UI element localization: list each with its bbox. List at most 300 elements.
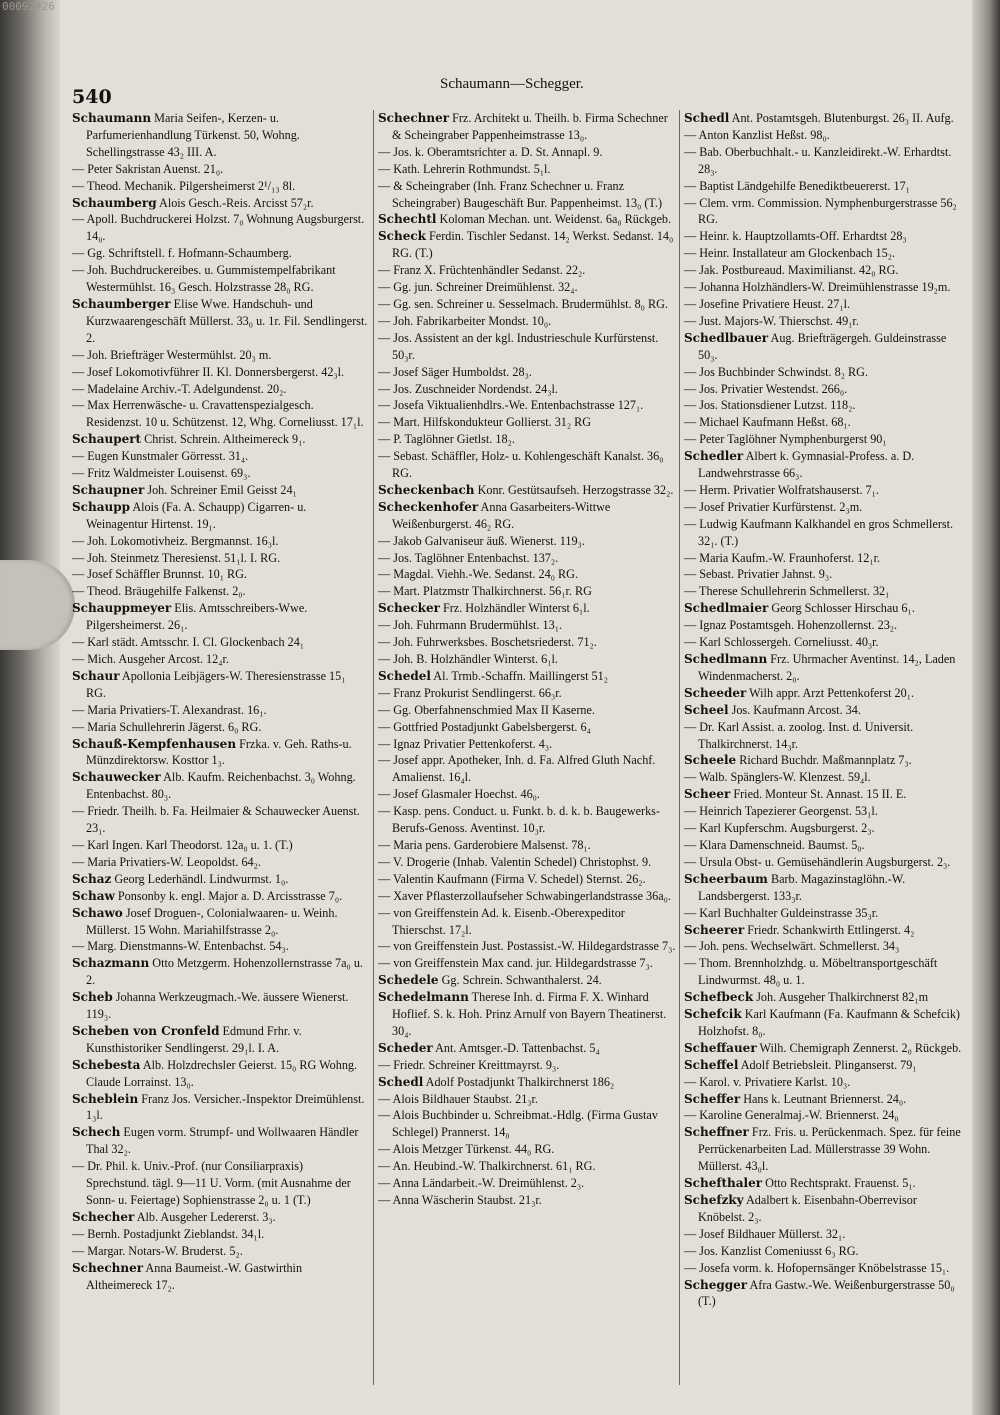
entry-text: — Joh. Lokomotivheiz. Bergmannst. 16₃l. bbox=[72, 533, 279, 548]
directory-entry bbox=[72, 1023, 368, 1057]
directory-entry bbox=[378, 1057, 676, 1074]
entry-text: — Apoll. Buchdruckerei Holzst. 7₀ Wohnung Augsburgerst. 14₀. bbox=[72, 212, 365, 244]
entry-text: Christ. Schrein. Altheimereck 9₁. bbox=[144, 432, 306, 447]
directory-entry bbox=[684, 1277, 964, 1311]
directory-entry bbox=[378, 533, 676, 550]
page-edge-shadow bbox=[972, 0, 1000, 1415]
entry-text: — Heinrich Tapezierer Georgenst. 53₁l. bbox=[684, 804, 878, 819]
directory-entry bbox=[72, 938, 368, 955]
entry-surname: Schedele bbox=[378, 973, 439, 988]
entry-text: Alb. Holzdrechsler Geierst. 15₀ RG Wohng. Claude Lorrainst. 13₀. bbox=[86, 1057, 358, 1089]
entry-text: — Theod. Bräugehilfe Falkenst. 2₀. bbox=[72, 584, 246, 599]
directory-entry bbox=[72, 364, 368, 381]
entry-text: — Karl Ingen. Karl Theodorst. 12a₀ u. 1. (T.) bbox=[72, 837, 293, 852]
directory-entry bbox=[684, 803, 964, 820]
entry-text: — Alois Buchbinder u. Schreibmat.-Hdlg. (Firma Gustav Schlegel) Prannerst. 14₀ bbox=[378, 1108, 658, 1140]
entry-text: — Anna Wäscherin Staubst. 21₃r. bbox=[378, 1193, 542, 1207]
directory-entry bbox=[684, 1091, 964, 1108]
directory-entry bbox=[378, 313, 676, 330]
entry-text: — Kath. Lehrerin Rothmundst. 5₁l. bbox=[378, 161, 551, 176]
directory-entry bbox=[72, 854, 368, 871]
entry-text: — Joh. Buchdruckereibes. u. Gummistempelfabrikant Westermühlst. 16₃ Gesch. Holzstrasse 28₀ RG. bbox=[72, 263, 336, 295]
entry-surname: Schedlmaier bbox=[684, 601, 769, 616]
entry-text: — Valentin Kaufmann (Firma V. Schedel) Sternst. 26₂. bbox=[378, 871, 646, 886]
entry-text: Otto Rechtsprakt. Frauenst. 5₁. bbox=[765, 1176, 916, 1191]
entry-text: — Joh. pens. Wechselwärt. Schmellerst. 34₃ bbox=[684, 939, 900, 954]
entry-surname: Schedl bbox=[378, 1074, 424, 1089]
entry-surname: Schefzky bbox=[684, 1193, 744, 1207]
entry-surname: Schaupp bbox=[72, 499, 130, 514]
entry-text: Georg Schlosser Hirschau 6₁. bbox=[771, 601, 915, 616]
entry-text: — Margar. Notars-W. Bruderst. 5₂. bbox=[72, 1243, 243, 1258]
entry-text: — Johanna Holzhändlers-W. Dreimühlenstrasse 19₂m. bbox=[684, 280, 951, 295]
directory-entry bbox=[72, 803, 368, 837]
directory-entry bbox=[378, 617, 676, 634]
entry-text: Aug. Briefträgergeh. Guldeinstrasse 50₃. bbox=[698, 330, 947, 362]
entry-text: Otto Metzgerm. Hohenzollernstrasse 7a₀ u. 2. bbox=[86, 956, 363, 988]
entry-surname: Schedl bbox=[684, 111, 730, 125]
directory-entry bbox=[378, 786, 676, 803]
directory-entry bbox=[684, 195, 964, 229]
entry-text: — Eugen Kunstmaler Görresst. 31₄. bbox=[72, 449, 249, 464]
entry-text: — Mich. Ausgeher Arcost. 12₄r. bbox=[72, 652, 229, 666]
entry-surname: Scheffner bbox=[684, 1125, 749, 1140]
directory-entry bbox=[72, 955, 368, 989]
entry-surname: Schecher bbox=[72, 1209, 135, 1224]
entry-text: — Alois Metzger Türkenst. 44₀ RG. bbox=[378, 1142, 555, 1157]
entry-text: — Jos. Zuschneider Nordendst. 24₃l. bbox=[378, 381, 558, 396]
entry-text: — Theod. Mechanik. Pilgersheimerst 2¹/₁₃ 8l. bbox=[72, 178, 296, 193]
directory-entry bbox=[684, 482, 964, 499]
entry-text: Franz Jos. Versicher.-Inspektor Dreimühlenst. 1₃l. bbox=[86, 1091, 365, 1123]
entry-text: Frz. Uhrmacher Aventinst. 14₂, Laden Windenmacherst. 2₀. bbox=[698, 652, 956, 683]
directory-column-1 bbox=[72, 110, 368, 1410]
directory-entry bbox=[684, 685, 964, 702]
entry-surname: Schech bbox=[72, 1125, 121, 1140]
directory-entry bbox=[378, 1040, 676, 1057]
entry-text: — Jos. Kanzlist Comeniusst 6₃ RG. bbox=[684, 1243, 859, 1258]
running-head: Schaumann—Schegger. bbox=[440, 76, 584, 92]
directory-entry bbox=[378, 414, 676, 431]
entry-text: — Karl städt. Amtsschr. I. Cl. Glockenbach 24₁ bbox=[72, 635, 305, 650]
directory-entry bbox=[378, 1091, 676, 1108]
entry-text: — Jos. k. Oberamtsrichter a. D. St. Annapl. 9. bbox=[378, 144, 603, 159]
entry-text: — Josef Schäffler Brunnst. 10₁ RG. bbox=[72, 567, 247, 582]
entry-text: — Ignaz Postamtsgeh. Hohenzollernst. 23₂. bbox=[684, 618, 898, 633]
entry-text: — Franz Prokurist Sendlingerst. 66₃r. bbox=[378, 685, 562, 700]
directory-entry bbox=[378, 144, 676, 161]
directory-entry bbox=[378, 972, 676, 989]
entry-text: Frz. Fris. u. Perückenmach. Spez. für feine Perrückenarbeiten Lad. Müllerstrasse 39 Wohn. Müllerst. 43₀l. bbox=[698, 1125, 961, 1174]
directory-entry bbox=[684, 516, 964, 550]
entry-text: — Heinr. k. Hauptzollamts-Off. Erhardtst 28₃ bbox=[684, 229, 907, 244]
directory-entry bbox=[684, 397, 964, 414]
entry-text: — Maria Kaufm.-W. Fraunhoferst. 12₁r. bbox=[684, 550, 881, 565]
directory-entry bbox=[684, 110, 964, 127]
entry-surname: Schaupner bbox=[72, 482, 145, 497]
entry-surname: Schechner bbox=[72, 1260, 144, 1275]
entry-text: Alb. Kaufm. Reichenbachst. 3₀ Wohng. Entenbachst. 80₃. bbox=[86, 770, 356, 802]
entry-text: — Michael Kaufmann Heßst. 68₁. bbox=[684, 415, 851, 430]
directory-entry bbox=[72, 262, 368, 296]
entry-surname: Scheffel bbox=[684, 1057, 739, 1072]
entry-text: Al. Trmb.-Schaffn. Maillingerst 51₂ bbox=[433, 668, 608, 683]
directory-entry bbox=[378, 279, 676, 296]
entry-surname: Scheblein bbox=[72, 1091, 139, 1106]
directory-entry bbox=[378, 482, 676, 499]
directory-entry bbox=[378, 668, 676, 685]
entry-text: — Joh. Fuhrmann Brudermühlst. 13₁. bbox=[378, 618, 563, 633]
entry-text: — Gg. Schriftstell. f. Hofmann-Schaumberg. bbox=[72, 246, 292, 261]
entry-text: — Ignaz Privatier Pettenkoferst. 4₃. bbox=[378, 736, 553, 751]
entry-text: — Jos. Stationsdiener Lutzst. 118₂. bbox=[684, 398, 856, 413]
entry-text: — Sebast. Schäffler, Holz- u. Kohlengeschäft Kanalst. 36₀ RG. bbox=[378, 449, 664, 481]
directory-entry bbox=[378, 330, 676, 364]
directory-entry bbox=[72, 1057, 368, 1091]
directory-entry bbox=[684, 566, 964, 583]
directory-entry bbox=[684, 499, 964, 516]
directory-column-3 bbox=[684, 110, 964, 1410]
entry-text: Fried. Monteur St. Annast. 15 II. E. bbox=[733, 787, 907, 802]
directory-entry bbox=[72, 837, 368, 854]
directory-entry bbox=[72, 888, 368, 905]
directory-entry bbox=[378, 583, 676, 600]
directory-entry bbox=[378, 364, 676, 381]
entry-text: — Gg. Oberfahnenschmied Max II Kaserne. bbox=[378, 702, 595, 717]
entry-text: — Kasp. pens. Conduct. u. Funkt. b. d. k. b. Baugewerks-Berufs-Genoss. Aventinst. 10₃r. bbox=[378, 804, 660, 836]
entry-text: — Josefa vorm. k. Hofopernsänger Knöbelstrasse 15₁. bbox=[684, 1260, 950, 1275]
directory-entry bbox=[378, 431, 676, 448]
directory-entry bbox=[684, 448, 964, 482]
entry-text: Karl Kaufmann (Fa. Kaufmann & Schefcik) Holzhofst. 8₀. bbox=[698, 1007, 960, 1038]
directory-entry bbox=[72, 769, 368, 803]
entry-text: — Ludwig Kaufmann Kalkhandel en gros Schmellerst. 32₁. (T.) bbox=[684, 516, 954, 548]
entry-surname: Schaw bbox=[72, 888, 115, 903]
entry-text: — Xaver Pflasterzollaufseher Schwabingerlandstrasse 36a₀. bbox=[378, 888, 671, 903]
directory-entry bbox=[378, 296, 676, 313]
directory-entry bbox=[72, 178, 368, 195]
directory-entry bbox=[378, 499, 676, 533]
directory-entry bbox=[684, 1040, 964, 1057]
directory-entry bbox=[378, 397, 676, 414]
directory-entry bbox=[72, 397, 368, 431]
book-binding-shadow bbox=[0, 0, 60, 1415]
entry-text: Adalbert k. Eisenbahn-Oberrevisor Knöbelst. 2₃. bbox=[698, 1193, 917, 1224]
entry-surname: Scheeder bbox=[684, 685, 747, 700]
directory-entry bbox=[684, 228, 964, 245]
directory-entry bbox=[72, 1243, 368, 1260]
entry-text: Anna Baumeist.-W. Gastwirthin Altheimereck 17₂. bbox=[86, 1260, 303, 1292]
entry-text: — Joh. B. Holzhändler Winterst. 6₁l. bbox=[378, 652, 558, 666]
entry-text: — Joh. Fabrikarbeiter Mondst. 10₀. bbox=[378, 313, 552, 328]
entry-surname: Scheele bbox=[684, 753, 737, 768]
entry-text: — Bernh. Postadjunkt Zieblandst. 34₁l. bbox=[72, 1226, 265, 1241]
directory-entry bbox=[684, 1226, 964, 1243]
directory-entry bbox=[378, 1141, 676, 1158]
entry-surname: Schaumberg bbox=[72, 195, 157, 210]
entry-text: — Jos. Assistent an der kgl. Industrieschule Kurfürstenst. 50₃r. bbox=[378, 330, 659, 362]
directory-entry bbox=[684, 1057, 964, 1074]
directory-entry bbox=[378, 110, 676, 144]
entry-surname: Scheckenhofer bbox=[378, 499, 479, 514]
entry-text: — Baptist Ländgehilfe Benediktbeuererst. 17₁ bbox=[684, 178, 910, 193]
entry-text: Edmund Frhr. v. Kunsthistoriker Sendlingerst. 29₁l. I. A. bbox=[86, 1023, 302, 1055]
entry-text: — Karol. v. Privatiere Karlst. 10₃. bbox=[684, 1074, 851, 1089]
directory-entry bbox=[72, 465, 368, 482]
entry-text: — Anna Ländarbeit.-W. Dreimühlenst. 2₃. bbox=[378, 1176, 585, 1191]
entry-surname: Scheer bbox=[684, 787, 731, 802]
entry-surname: Scheffer bbox=[684, 1091, 741, 1106]
directory-entry bbox=[684, 313, 964, 330]
entry-text: Ant. Postamtsgeh. Blutenburgst. 26₃ II. Aufg. bbox=[731, 111, 954, 125]
directory-entry bbox=[684, 127, 964, 144]
directory-entry bbox=[684, 922, 964, 939]
entry-text: Ponsonby k. engl. Major a. D. Arcisstrasse 7₀. bbox=[117, 888, 343, 903]
entry-text: — An. Heubind.-W. Thalkirchnerst. 61₁ RG. bbox=[378, 1159, 596, 1174]
entry-text: — Joh. Steinmetz Theresienst. 51₁l. I. RG. bbox=[72, 550, 281, 565]
directory-entry bbox=[378, 871, 676, 888]
directory-entry bbox=[378, 651, 676, 668]
column-divider bbox=[373, 110, 374, 1385]
entry-surname: Scheckenbach bbox=[378, 482, 475, 497]
entry-text: — Josefine Privatiere Heust. 27₁l. bbox=[684, 296, 851, 311]
directory-entry bbox=[684, 414, 964, 431]
entry-text: — Dr. Phil. k. Univ.-Prof. (nur Consiliarpraxis) Sprechstund. tägl. 9—11 U. Vorm. (mit Ausnahme der Sonn- u. Feiertage) Sophienstrasse 2₀ u. 1 (T.) bbox=[72, 1159, 351, 1207]
directory-entry bbox=[72, 550, 368, 567]
entry-text: — P. Taglöhner Gietlst. 18₂. bbox=[378, 432, 515, 447]
entry-text: Georg Lederhändl. Lindwurmst. 1₀. bbox=[114, 871, 289, 886]
directory-entry bbox=[72, 668, 368, 702]
directory-column-2 bbox=[378, 110, 676, 1410]
directory-entry bbox=[378, 211, 676, 228]
entry-text: — Jak. Postbureaud. Maximilianst. 42₀ RG. bbox=[684, 263, 899, 278]
entry-text: Gg. Schrein. Schwanthalerst. 24. bbox=[441, 973, 602, 988]
directory-entry bbox=[72, 381, 368, 398]
entry-text: Richard Buchdr. Maßmannplatz 7₃. bbox=[739, 753, 912, 768]
directory-entry bbox=[378, 550, 676, 567]
directory-entry bbox=[378, 566, 676, 583]
entry-text: Therese Inh. d. Firma F. X. Winhard Hoflief. S. k. Hoh. Prinz Arnulf von Bayern Theatinerst. 30₄. bbox=[392, 990, 667, 1038]
entry-text: — Sebast. Privatier Jahnst. 9₃. bbox=[684, 567, 833, 582]
directory-entry bbox=[684, 786, 964, 803]
entry-text: — Josef Bildhauer Müllerst. 32₁. bbox=[684, 1226, 846, 1241]
entry-text: — von Greiffenstein Just. Postassist.-W. Hildegardstrasse 7₃. bbox=[378, 939, 676, 954]
entry-text: — Josef Säger Humboldst. 28₃. bbox=[378, 364, 532, 379]
entry-surname: Schauppmeyer bbox=[72, 601, 172, 616]
entry-text: — Herm. Privatier Wolfratshauserst. 7₁. bbox=[684, 482, 879, 497]
directory-entry bbox=[684, 262, 964, 279]
directory-entry bbox=[72, 431, 368, 448]
entry-text: Alois Gesch.-Reis. Arcisst 57₂r. bbox=[159, 195, 314, 210]
entry-surname: Schechtl bbox=[378, 212, 437, 227]
directory-entry bbox=[684, 381, 964, 398]
directory-entry bbox=[72, 600, 368, 634]
directory-entry bbox=[72, 989, 368, 1023]
entry-surname: Scheerer bbox=[684, 922, 745, 937]
entry-text: Joh. Ausgeher Thalkirchnerst 82₁m bbox=[756, 990, 929, 1005]
directory-entry bbox=[684, 1074, 964, 1091]
entry-text: — Joh. Briefträger Westermühlst. 20₃ m. bbox=[72, 347, 272, 362]
entry-text: — Peter Sakristan Auenst. 21₀. bbox=[72, 161, 224, 176]
directory-entry bbox=[72, 719, 368, 736]
entry-text: Anna Gasarbeiters-Wittwe Weißenburgerst. 46₂ RG. bbox=[392, 499, 611, 531]
entry-text: — Josef appr. Apotheker, Inh. d. Fa. Alfred Gluth Nachf. Amalienst. 16₄l. bbox=[378, 753, 656, 785]
entry-text: — Gottfried Postadjunkt Gabelsbergerst. 6₄ bbox=[378, 719, 591, 734]
entry-text: — Fritz Waldmeister Louisenst. 69₃. bbox=[72, 466, 251, 481]
directory-entry bbox=[378, 837, 676, 854]
directory-entry bbox=[684, 279, 964, 296]
entry-text: — Marg. Dienstmanns-W. Entenbachst. 54₃. bbox=[72, 939, 289, 954]
directory-entry bbox=[684, 702, 964, 719]
entry-text: — Peter Taglöhner Nymphenburgerst 90₁ bbox=[684, 432, 887, 447]
entry-surname: Schaumberger bbox=[72, 296, 171, 311]
entry-surname: Schefbeck bbox=[684, 990, 754, 1005]
entry-text: — Friedr. Theilh. b. Fa. Heilmaier & Schauwecker Auenst. 23₁. bbox=[72, 804, 360, 836]
entry-text: Maria Seifen-, Kerzen- u. Parfumerienhandlung Türkenst. 50, Wohng. Schellingstrasse 43₂ III. A. bbox=[86, 111, 300, 159]
entry-text: Alois (Fa. A. Schaupp) Cigarren- u. Weinagentur Hirtenst. 19₁. bbox=[86, 499, 307, 531]
directory-entry bbox=[378, 685, 676, 702]
directory-entry bbox=[378, 381, 676, 398]
directory-entry bbox=[72, 245, 368, 262]
entry-text: — Jos. Taglöhner Entenbachst. 137₂. bbox=[378, 550, 559, 565]
directory-entry bbox=[72, 533, 368, 550]
entry-text: — Thom. Brennholzhdg. u. Möbeltransportgeschäft Lindwurmst. 48₀ u. 1. bbox=[684, 956, 938, 988]
entry-text: — Josef Lokomotivführer II. Kl. Donnersbergerst. 42₃l. bbox=[72, 364, 345, 379]
entry-text: Hans k. Leutnant Briennerst. 24₀. bbox=[743, 1091, 907, 1106]
directory-entry bbox=[684, 1192, 964, 1226]
directory-entry bbox=[72, 347, 368, 364]
entry-text: — Anton Kanzlist Heßst. 98₀. bbox=[684, 127, 830, 142]
directory-entry bbox=[378, 1175, 676, 1192]
entry-surname: Schaupert bbox=[72, 432, 142, 447]
entry-text: Koloman Mechan. unt. Weidenst. 6a₀ Rückgeb. bbox=[439, 212, 672, 227]
directory-entry bbox=[72, 566, 368, 583]
directory-entry bbox=[72, 1124, 368, 1158]
directory-entry bbox=[684, 364, 964, 381]
directory-entry bbox=[378, 989, 676, 1040]
directory-entry bbox=[684, 583, 964, 600]
directory-entry bbox=[378, 752, 676, 786]
entry-text: — Josef Glasmaler Hoechst. 46₀. bbox=[378, 787, 540, 802]
entry-text: Afra Gastw.-We. Weißenburgerstrasse 50₀ (T.) bbox=[698, 1277, 955, 1309]
entry-surname: Scheck bbox=[378, 229, 426, 244]
directory-entry bbox=[684, 431, 964, 448]
directory-entry bbox=[684, 1175, 964, 1192]
column-divider bbox=[679, 110, 680, 1385]
entry-text: Jos. Kaufmann Arcost. 34. bbox=[731, 702, 861, 717]
directory-entry bbox=[72, 499, 368, 533]
page-number: 540 bbox=[72, 86, 112, 108]
directory-entry bbox=[72, 871, 368, 888]
entry-text: — Karl Buchhalter Guldeinstrasse 35₃r. bbox=[684, 905, 879, 920]
entry-text: — Dr. Karl Assist. a. zoolog. Inst. d. Universit. Thalkirchnerst. 14₃r. bbox=[684, 719, 914, 751]
entry-surname: Schawo bbox=[72, 905, 123, 920]
entry-surname: Schebesta bbox=[72, 1057, 141, 1072]
directory-entry bbox=[684, 837, 964, 854]
directory-entry bbox=[378, 719, 676, 736]
entry-surname: Schefcik bbox=[684, 1007, 742, 1022]
directory-entry bbox=[378, 262, 676, 279]
directory-entry bbox=[378, 634, 676, 651]
directory-entry bbox=[72, 448, 368, 465]
directory-entry bbox=[72, 736, 368, 770]
entry-text: Eugen vorm. Strumpf- und Wollwaaren Händler Thal 32₂. bbox=[86, 1125, 359, 1157]
entry-text: — Bab. Oberbuchhalt.- u. Kanzleidirekt.-W. Erhardtst. 28₃. bbox=[684, 144, 952, 176]
directory-entry bbox=[378, 161, 676, 178]
entry-text: — Alois Bildhauer Staubst. 21₃r. bbox=[378, 1091, 538, 1106]
entry-text: — Mart. Hilfskondukteur Gollierst. 31₂ RG bbox=[378, 415, 592, 430]
directory-entry bbox=[72, 482, 368, 499]
entry-surname: Schedler bbox=[684, 449, 744, 464]
entry-text: — Mart. Platzmstr Thalkirchnerst. 56₁r. RG bbox=[378, 584, 592, 599]
entry-text: Josef Droguen-, Colonialwaaren- u. Weinh. Müllerst. 15 Wohn. Mariahilfstrasse 2₀. bbox=[86, 905, 338, 937]
directory-entry bbox=[684, 634, 964, 651]
directory-entry bbox=[684, 1006, 964, 1040]
entry-surname: Scheb bbox=[72, 990, 113, 1005]
entry-surname: Schaumann bbox=[72, 111, 152, 125]
entry-text: — Magdal. Viehh.-We. Sedanst. 24₀ RG. bbox=[378, 567, 578, 582]
entry-surname: Schefthaler bbox=[684, 1176, 763, 1191]
entry-text: Frzka. v. Geh. Raths-u. Münzdirektorsw. Kosttor 1₃. bbox=[86, 736, 352, 768]
entry-text: — Ursula Obst- u. Gemüsehändlerin Augsburgerst. 2₃. bbox=[684, 854, 951, 869]
directory-entry bbox=[684, 600, 964, 617]
entry-text: Wilh. Chemigraph Zennerst. 2₀ Rückgeb. bbox=[759, 1040, 962, 1055]
entry-text: — Jakob Galvaniseur äuß. Wienerst. 119₃. bbox=[378, 533, 585, 548]
entry-text: — Joh. Fuhrwerksbes. Boschetsriederst. 71₂. bbox=[378, 635, 597, 650]
directory-entry bbox=[684, 905, 964, 922]
entry-text: — Franz X. Früchtenhändler Sedanst. 22₂. bbox=[378, 263, 586, 278]
entry-text: — Josefa Viktualienhdlrs.-We. Entenbachstrasse 127₁. bbox=[378, 398, 644, 413]
entry-text: — Gg. sen. Schreiner u. Sesselmach. Brudermühlst. 8₀ RG. bbox=[378, 296, 668, 311]
entry-text: — Karl Schlossergeh. Corneliusst. 40₃r. bbox=[684, 635, 879, 650]
entry-text: — Jos. Privatier Westendst. 266₀. bbox=[684, 381, 848, 396]
entry-text: — Maria pens. Garderobiere Malsenst. 78₁. bbox=[378, 837, 591, 852]
entry-text: Ant. Amtsger.-D. Tattenbachst. 5₄ bbox=[435, 1040, 600, 1055]
entry-text: Konr. Gestütsaufseh. Herzogstrasse 32₂. bbox=[477, 482, 674, 497]
entry-text: — Maria Privatiers-W. Leopoldst. 64₂. bbox=[72, 854, 261, 869]
entry-text: — Just. Majors-W. Thierschst. 49₁r. bbox=[684, 313, 859, 328]
entry-text: — Heinr. Installateur am Glockenbach 15₂. bbox=[684, 246, 896, 261]
directory-entry bbox=[378, 938, 676, 955]
directory-entry bbox=[378, 736, 676, 753]
directory-entry bbox=[684, 651, 964, 685]
entry-surname: Scheerbaum bbox=[684, 871, 768, 886]
entry-text: Elis. Amtsschreibers-Wwe. Pilgersheimerst. 26₁. bbox=[86, 601, 308, 633]
directory-entry bbox=[378, 448, 676, 482]
entry-text: Wilh appr. Arzt Pettenkoferst 20₁. bbox=[749, 685, 915, 700]
entry-text: Adolf Betriebsleit. Plinganserst. 79₁ bbox=[740, 1057, 917, 1072]
entry-text: — Josef Privatier Kurfürstenst. 2₃m. bbox=[684, 499, 863, 514]
entry-text: Adolf Postadjunkt Thalkirchnerst 186₂ bbox=[425, 1074, 615, 1089]
entry-text: — Karl Kupferschm. Augsburgerst. 2₃. bbox=[684, 821, 875, 836]
entry-text: — von Greiffenstein Ad. k. Eisenb.-Oberexpeditor Thierschst. 17₂l. bbox=[378, 905, 625, 937]
entry-surname: Schedlmann bbox=[684, 652, 768, 666]
directory-entry bbox=[684, 1260, 964, 1277]
directory-entry bbox=[72, 1091, 368, 1125]
directory-entry bbox=[72, 161, 368, 178]
entry-text: — Jos Buchbinder Schwindst. 8₂ RG. bbox=[684, 364, 869, 379]
entry-text: — Friedr. Schreiner Kreittmayrst. 9₃. bbox=[378, 1057, 560, 1072]
entry-text: — Walb. Spänglers-W. Klenzest. 59₄l. bbox=[684, 770, 871, 785]
directory-entry bbox=[378, 1074, 676, 1091]
entry-surname: Scheben von Cronfeld bbox=[72, 1023, 220, 1038]
directory-entry bbox=[684, 1107, 964, 1124]
entry-text: Barb. Magazinstaglöhn.-W. Landsbergerst. 133₃r. bbox=[698, 871, 906, 903]
directory-entry bbox=[378, 854, 676, 871]
directory-entry bbox=[378, 178, 676, 212]
directory-entry bbox=[72, 702, 368, 719]
directory-entry bbox=[378, 1107, 676, 1141]
